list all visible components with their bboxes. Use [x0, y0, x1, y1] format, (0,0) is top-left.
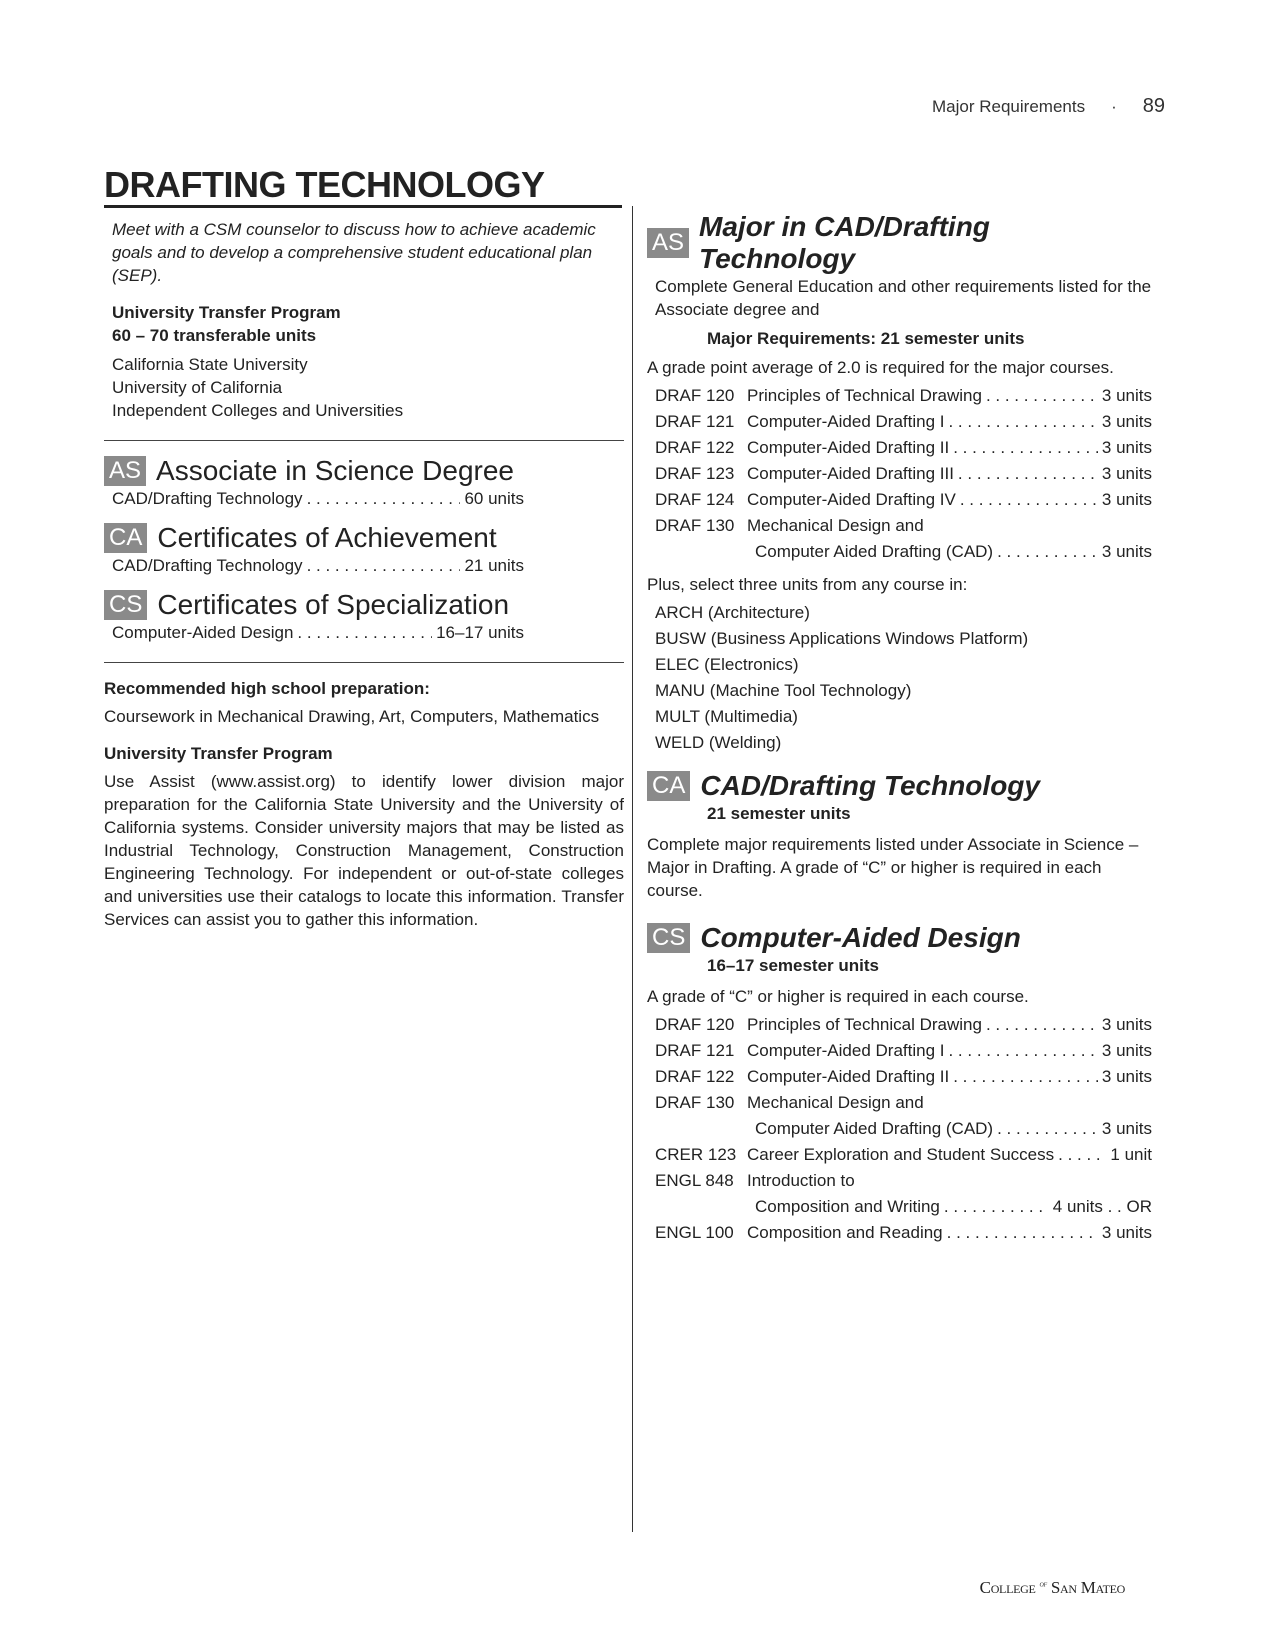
- course-units: 3 units: [1101, 490, 1152, 509]
- course-name: Computer-Aided Drafting II: [747, 438, 950, 457]
- dot-leader: [948, 1038, 1097, 1064]
- course-code: DRAF 130: [655, 516, 735, 535]
- course-row: [655, 1012, 1152, 1038]
- elective-item: BUSW (Business Applications Windows Platform): [655, 629, 1029, 648]
- degree-title: Associate in Science Degree: [156, 455, 514, 486]
- utp-text-post: ) to identify lower division major preparation for the California State University and the University of California systems. Consider university majors that may be listed as Industrial Technology, Construction Management, Construction Engineering Technology. For independent or out-of-state colleges and universities use their catalogs to locate this information. Transfer Services can assist you to gather this information.: [104, 772, 624, 929]
- section-name: Major Requirements: [932, 97, 1086, 116]
- major-heading: [647, 211, 1152, 275]
- course-code: DRAF 121: [655, 1041, 735, 1060]
- course-row: [655, 1090, 1152, 1142]
- degree-block: [104, 589, 624, 644]
- course-row: [655, 1220, 1152, 1246]
- course-code: DRAF 122: [655, 1067, 735, 1086]
- elective-item: WELD (Welding): [655, 733, 782, 752]
- course-code: ENGL 848: [655, 1171, 734, 1190]
- dot-leader: [986, 383, 1098, 409]
- degree-item-units: 60 units: [464, 489, 524, 508]
- degree-block: [104, 455, 624, 510]
- course-name: Computer-Aided Drafting II: [747, 1067, 950, 1086]
- course-name: Computer-Aided Drafting I: [747, 1041, 945, 1060]
- course-name: Computer-Aided Drafting IV: [747, 490, 956, 509]
- course-row: [655, 1142, 1152, 1168]
- logo-text: College: [979, 1578, 1036, 1597]
- dot-leader: [944, 1194, 1049, 1220]
- course-code: DRAF 122: [655, 438, 735, 457]
- dot-leader: [297, 621, 432, 644]
- course-units: 3 units: [1101, 1041, 1152, 1060]
- course-name: Mechanical Design and: [747, 1093, 924, 1112]
- degree-heading: [104, 455, 624, 487]
- ca-text: Complete major requirements listed under Associate in Science – Major in Drafting. A grade of “C” or higher is required in each course.: [647, 835, 1139, 900]
- dot-leader: [307, 554, 461, 577]
- school: California State University: [112, 355, 308, 374]
- running-header: [932, 95, 1165, 118]
- course-row: [655, 383, 1152, 409]
- elective-item: MANU (Machine Tool Technology): [655, 681, 912, 700]
- degree-item: [104, 487, 524, 510]
- cs-title: Computer-Aided Design: [700, 922, 1021, 953]
- transfer-title: University Transfer Program: [112, 303, 341, 322]
- ca-heading: [647, 770, 1152, 802]
- course-row: [655, 1064, 1152, 1090]
- page-number: 89: [1142, 95, 1165, 117]
- divider: [104, 662, 624, 663]
- utp-text: [104, 770, 624, 931]
- course-code: DRAF 120: [655, 1015, 735, 1034]
- course-name: Composition and Reading: [747, 1223, 943, 1242]
- ca-badge: CA: [647, 771, 690, 801]
- divider: [104, 440, 624, 441]
- separator: ·: [1111, 97, 1117, 116]
- elective-item: ARCH (Architecture): [655, 603, 810, 622]
- elective-item: MULT (Multimedia): [655, 707, 798, 726]
- school: Independent Colleges and Universities: [112, 401, 404, 420]
- right-column: [647, 205, 1152, 1250]
- dot-leader: [986, 1012, 1098, 1038]
- course-code: DRAF 120: [655, 386, 735, 405]
- as-badge: AS: [647, 228, 689, 258]
- degree-item-units: 21 units: [464, 556, 524, 575]
- degree-badge: CA: [104, 523, 147, 553]
- course-code: DRAF 130: [655, 1093, 735, 1112]
- left-column: [104, 218, 624, 931]
- degree-item-name: Computer-Aided Design: [112, 623, 294, 642]
- degree-badge: CS: [104, 590, 147, 620]
- course-row: [655, 435, 1152, 461]
- plus-note: Plus, select three units from any course in:: [647, 575, 968, 594]
- course-name-cont: Composition and Writing: [755, 1197, 940, 1216]
- course-name: Introduction to: [747, 1171, 855, 1190]
- course-code: DRAF 123: [655, 464, 735, 483]
- dot-leader: [953, 435, 1098, 461]
- major-req: Major Requirements: 21 semester units: [707, 329, 1025, 348]
- utp-text-pre: Use Assist (: [104, 772, 217, 791]
- degree-item: [104, 554, 524, 577]
- degree-badge: AS: [104, 456, 146, 486]
- degree-item-name: CAD/Drafting Technology: [112, 556, 303, 575]
- cs-text: A grade of “C” or higher is required in each course.: [647, 987, 1029, 1006]
- degree-block: [104, 522, 624, 577]
- utp-title: University Transfer Program: [104, 744, 333, 763]
- course-code: ENGL 100: [655, 1223, 734, 1242]
- degree-title: Certificates of Achievement: [157, 522, 497, 553]
- prep-text: Coursework in Mechanical Drawing, Art, Computers, Mathematics: [104, 707, 600, 726]
- course-units: 3 units: [1101, 1223, 1152, 1242]
- course-units: 4 units . . OR: [1052, 1197, 1152, 1216]
- college-logo: [980, 1578, 1125, 1598]
- course-name: Principles of Technical Drawing: [747, 1015, 982, 1034]
- degree-title: Certificates of Specialization: [157, 589, 510, 620]
- course-units: 3 units: [1101, 464, 1152, 483]
- course-units: 3 units: [1101, 412, 1152, 431]
- intro: Meet with a CSM counselor to discuss how to achieve academic goals and to develop a comprehensive student educational plan (SEP).: [112, 220, 596, 285]
- degree-heading: [104, 522, 624, 554]
- dot-leader: [997, 539, 1098, 565]
- course-units: 3 units: [1101, 542, 1152, 561]
- elective-list: [647, 600, 1152, 756]
- cs-badge: CS: [647, 923, 690, 953]
- dot-leader: [1058, 1142, 1106, 1168]
- school-list: [104, 353, 624, 422]
- dot-leader: [947, 1220, 1098, 1246]
- degree-heading: [104, 589, 624, 621]
- course-units: 3 units: [1101, 438, 1152, 457]
- gpa-note: A grade point average of 2.0 is required for the major courses.: [647, 358, 1114, 377]
- course-row: [655, 1038, 1152, 1064]
- course-row: [655, 409, 1152, 435]
- course-row: [655, 487, 1152, 513]
- transfer-units: 60 – 70 transferable units: [112, 326, 317, 345]
- course-units: 3 units: [1101, 386, 1152, 405]
- course-code: DRAF 124: [655, 490, 735, 509]
- cs-course-list: [647, 1012, 1152, 1246]
- major-course-list: [647, 383, 1152, 565]
- school: University of California: [112, 378, 283, 397]
- prep-title: Recommended high school preparation:: [104, 679, 430, 698]
- page-title: DRAFTING TECHNOLOGY: [104, 165, 622, 208]
- cs-heading: [647, 922, 1152, 954]
- dot-leader: [997, 1116, 1098, 1142]
- course-name: Career Exploration and Student Success: [747, 1145, 1055, 1164]
- course-row: [655, 461, 1152, 487]
- dot-leader: [948, 409, 1097, 435]
- dot-leader: [307, 487, 461, 510]
- column-divider: [632, 206, 633, 1532]
- major-title: Major in CAD/Drafting Technology: [699, 211, 990, 274]
- course-units: 3 units: [1101, 1067, 1152, 1086]
- major-intro: Complete General Education and other requirements listed for the Associate degree and: [655, 277, 1152, 319]
- degree-item: [104, 621, 524, 644]
- course-name: Computer-Aided Drafting III: [747, 464, 954, 483]
- course-name: Mechanical Design and: [747, 516, 924, 535]
- ca-units: 21 semester units: [707, 804, 851, 823]
- course-name: Computer-Aided Drafting I: [747, 412, 945, 431]
- degree-item-units: 16–17 units: [436, 623, 524, 642]
- course-name-cont: Computer Aided Drafting (CAD): [755, 1119, 994, 1138]
- degree-item-name: CAD/Drafting Technology: [112, 489, 303, 508]
- course-row: [655, 513, 1152, 565]
- dot-leader: [953, 1064, 1098, 1090]
- course-code: CRER 123: [655, 1145, 737, 1164]
- course-name: Principles of Technical Drawing: [747, 386, 982, 405]
- course-name-cont: Computer Aided Drafting (CAD): [755, 542, 994, 561]
- dot-leader: [960, 487, 1098, 513]
- dot-leader: [958, 461, 1098, 487]
- assist-link[interactable]: www.assist.org: [216, 772, 330, 791]
- cs-units: 16–17 semester units: [707, 956, 879, 975]
- course-row: [655, 1168, 1152, 1220]
- course-units: 3 units: [1101, 1015, 1152, 1034]
- ca-title: CAD/Drafting Technology: [700, 770, 1040, 801]
- elective-item: ELEC (Electronics): [655, 655, 799, 674]
- course-code: DRAF 121: [655, 412, 735, 431]
- logo-text: of: [1039, 1578, 1047, 1589]
- logo-text: San Mateo: [1050, 1578, 1125, 1597]
- course-units: 1 unit: [1110, 1145, 1152, 1164]
- course-units: 3 units: [1101, 1119, 1152, 1138]
